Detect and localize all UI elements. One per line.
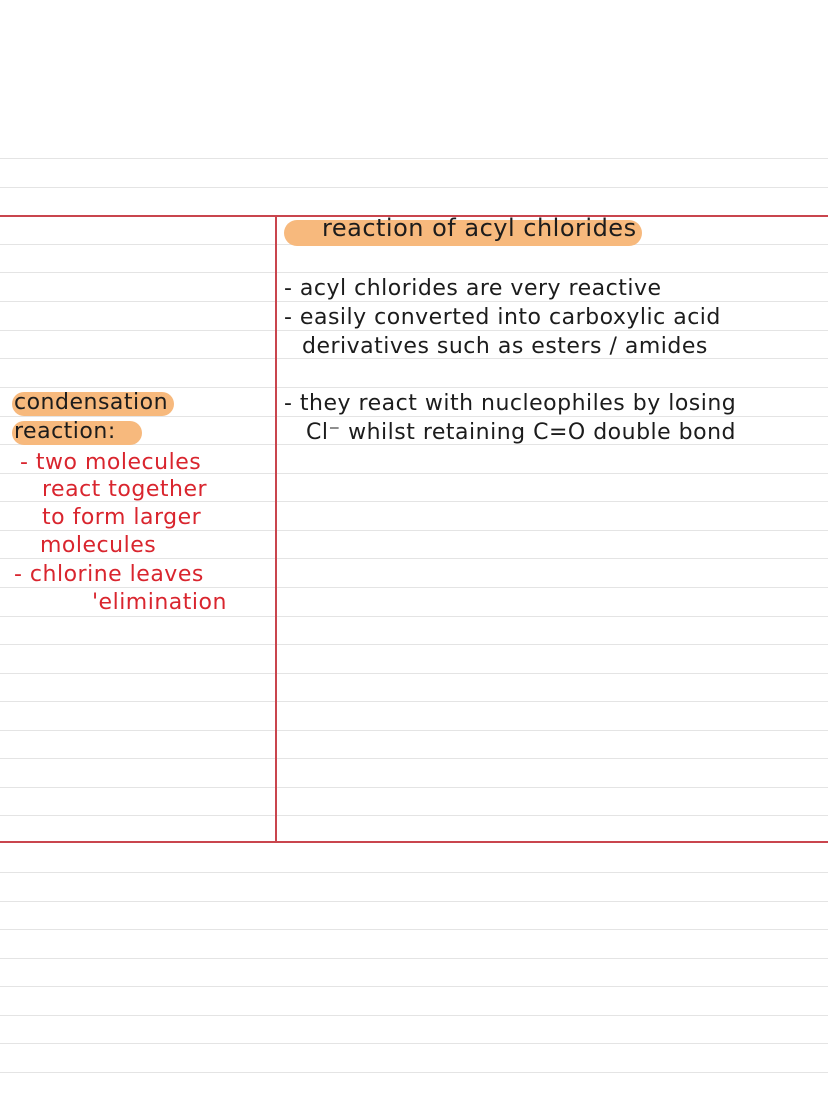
main-point-line: Cl⁻ whilst retaining C=O double bond <box>306 420 737 445</box>
ruled-line <box>0 644 828 645</box>
column-divider <box>275 215 277 843</box>
ruled-line <box>0 330 828 331</box>
side-point-line: to form larger <box>42 505 202 530</box>
ruled-line <box>0 1072 828 1073</box>
ruled-line <box>0 387 828 388</box>
ruled-line <box>0 558 828 559</box>
ruled-line <box>0 416 828 417</box>
ruled-line <box>0 758 828 759</box>
ruled-line <box>0 158 828 159</box>
ruled-line <box>0 986 828 987</box>
ruled-line <box>0 587 828 588</box>
ruled-line <box>0 815 828 816</box>
main-point-line: - acyl chlorides are very reactive <box>284 276 662 301</box>
side-point-line: 'elimination <box>92 590 227 615</box>
ruled-line <box>0 272 828 273</box>
ruled-line <box>0 929 828 930</box>
ruled-line <box>0 901 828 902</box>
ruled-line <box>0 787 828 788</box>
ruled-line <box>0 701 828 702</box>
main-point-line: derivatives such as esters / amides <box>302 334 708 359</box>
side-heading-line: condensation <box>14 390 169 415</box>
main-point-line: - they react with nucleophiles by losing <box>284 391 737 416</box>
ruled-line <box>0 1015 828 1016</box>
ruled-line <box>0 673 828 674</box>
ruled-line <box>0 872 828 873</box>
ruled-line <box>0 730 828 731</box>
side-heading-line: reaction: <box>14 419 116 444</box>
ruled-line <box>0 530 828 531</box>
ruled-line <box>0 187 828 188</box>
side-point-line: - chlorine leaves <box>14 562 204 587</box>
ruled-line <box>0 958 828 959</box>
side-point-line: - two molecules <box>20 450 202 475</box>
ruled-line <box>0 1043 828 1044</box>
side-point-line: react together <box>42 477 208 502</box>
side-point-line: molecules <box>40 533 157 558</box>
notes-title: reaction of acyl chlorides <box>322 214 637 242</box>
frame-bottom-border <box>0 841 828 843</box>
main-point-line: - easily converted into carboxylic acid <box>284 305 721 330</box>
ruled-line <box>0 301 828 302</box>
ruled-line <box>0 616 828 617</box>
